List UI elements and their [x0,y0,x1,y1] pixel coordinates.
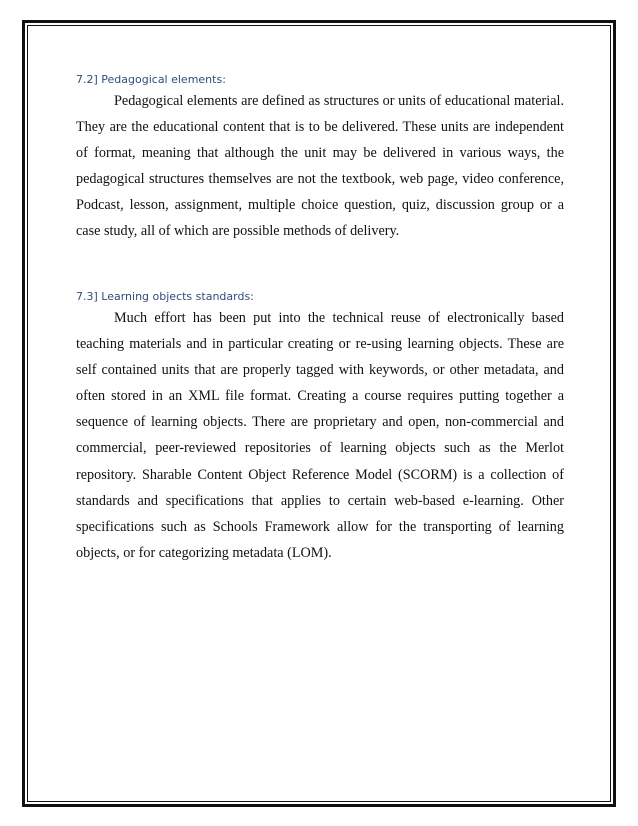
section-paragraph: Much effort has been put into the technical reuse of electronically based teaching materials and in particular creating or re-using learning objects. These are self contained units that are properly tagged with keywords, or other metadata, and often stored in an XML file format. Creating a course requires putting together a sequence of learning objects. There are proprietary and open, non-commercial and commercial, peer-reviewed repositories of learning objects such as the Merlot repository. Sharable Content Object Reference Model (SCORM) is a collection of standards and specifications that applies to certain web-based e-learning. Other specifications such as Schools Framework allow for the transporting of learning objects, or for categorizing metadata (LOM). [76,310,564,561]
section-paragraph: Pedagogical elements are defined as structures or units of educational material. They are the educational content that is to be delivered. These units are independent of format, meaning that although the unit may be delivered in various ways, the pedagogical structures themselves are not the textbook, web page, video conference, Podcast, lesson, assignment, multiple choice question, quiz, discussion group or a case study, all of which are possible methods of delivery. [76,93,564,240]
section-pedagogical-elements [76,73,564,245]
section-learning-objects-standards [76,290,564,566]
section-heading: 7.3] Learning objects standards: [76,290,254,303]
section-heading: 7.2] Pedagogical elements: [76,73,226,86]
